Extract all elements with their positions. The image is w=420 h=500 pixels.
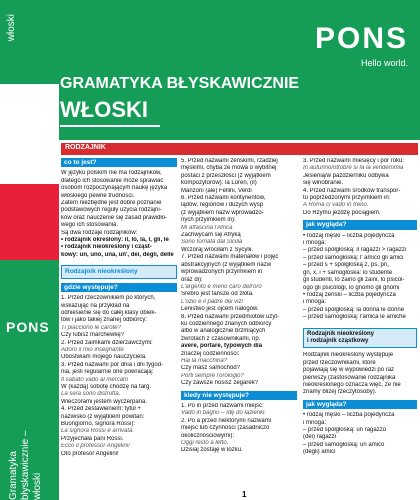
text-line: nazwisko (z wyjątkiem powitań: [61,413,145,420]
text-line: • rodzajnik nieokreślony i cząst- [61,244,152,251]
text-line: 1. Po in przed nazwami miejsc: [181,403,264,409]
section-header [61,143,418,155]
text-line: – przed s + spółgłoską z, ps, pn, [303,262,389,269]
title-underline [60,125,160,127]
text-line: zwrotach z czasownikami, np. [181,335,261,342]
example-line: Il sabato vado al mercato [61,376,129,383]
example-line: L'argento è meno caro dell'oro [181,283,262,290]
spine-title-line1: Gramatyka [8,451,19,500]
text-line: Manzoni (ale) Fellini, Verdi [181,187,252,194]
text-line: oraz di): [181,276,203,283]
text-line: • rodzaj żeński – liczba pojedyncza [303,291,396,298]
text-line: pojawiają się w wypowiedzi po raz [303,367,395,374]
text-line: – przed samogłoską: l' amico gli amici [303,254,404,261]
text-line: i mnoga: [303,240,327,247]
text-line: Czy zawsze nosisz zegarek? [181,380,259,387]
text-line: (degli) amici [303,449,336,456]
text-line: 2. Przed zaimkami dzierżawczymi: [61,339,153,346]
text-line: Zachwycam się Afryką [181,232,241,239]
example-line: A Roma ci vado in treno. [303,202,369,209]
text-line: okolicznościowymi): [181,432,235,439]
text-line: 2. Po a przed niektórymi nazwami [181,417,272,424]
example-line: Porti sempre l'orologio? [181,372,244,379]
text-line: W języku polskim nie ma rodzajników, [61,170,162,177]
spine-language: włoski [6,14,17,42]
text-line: Przyjechała pani Rossi. [61,435,124,442]
text-line: Rodzajnik nieokreślony występuje [303,352,394,359]
question-heading: jak wygląda? [303,400,417,409]
text-line: – przed samogłoską: un amico [303,441,385,448]
text-line: Są dwa rodzaje rodzajników: [61,229,138,236]
text-line: 6. Przed nazwami kontynentów, [181,195,266,202]
book-title: GRAMATYKA BŁYSKAWICZNIE [60,75,300,92]
text-line: i mnoga: [303,299,327,306]
text-line: włoskiego pewne trudności. [61,192,135,199]
question-heading: jak wygląda? [303,220,417,229]
text-line: ków oraz nauczenie się zasad prawidło- [61,214,168,221]
text-line: tu poprzedzonymi przyimkiem in: [303,195,391,202]
text-line: 3. Przed nazwami miesięcy i pór roku: [303,158,405,164]
text-line: miejsc lub czynności (zasadniczo [181,425,270,432]
text-line: Buongiorno, signora Rossi): [61,421,136,427]
example-line: Ti piacciono le carote? [61,324,121,331]
text-line: Oto profesor Angelini! [61,450,119,457]
example-line: La sera sono distrutta. [61,391,121,398]
text-line: nieokreślonego oznacza więc, że nie [303,381,401,388]
text-line: Ubóstwiam mojego nauczyciela. [61,354,147,361]
text-line: kowy: un, uno, una, un', dei, degli, delle [61,251,174,258]
book-subtitle: WŁOSKI [60,97,148,122]
column-3 [303,158,417,457]
text-line: wskazując na przykład na [61,302,130,309]
question-heading: gdzie występuje? [61,283,177,292]
text-line: i mnoga: [303,419,327,426]
spine-title-line2: błyskawicznie – włoski [20,430,43,500]
text-line: lądów, regionów i dużych wysp [181,202,264,209]
text-line: Srebro jest tańsze od złota. [181,291,254,298]
text-line: Jesienią/w październiku odbywa [303,172,389,179]
text-line: podstawowych reguły użycia rodzajni- [61,207,162,214]
text-line: gn, x, i + samogłoska: lo studente [303,269,393,276]
text-line: 5. Przed nazwami żeńskimi, rzadziej [181,158,278,164]
text-line: Czy masz samochód? [181,365,241,372]
example-line: Hai la macchina? [181,357,228,364]
text-line: W (każdą) sobotę chodzę na targ. [61,383,152,390]
text-line: wprowadzonych przyimkiem in [181,269,263,276]
text-line: – przed samogłoską: l'amica le amiche [303,314,406,321]
text-line: Dzisiaj zostaję w łóżku. [181,447,243,454]
text-line: Czy lubisz marchewkę? [61,332,125,339]
text-line: – przed spółgłoską: un ragazzo [303,427,387,433]
text-line: 4. Przed nazwami środków transpor- [303,187,401,194]
text-line: osobom rozpoczynającym naukę języka [61,185,168,192]
text-line: avere, portare, typowych dla [181,343,263,350]
text-line: kompozytorów): la Loren, (il) [181,180,257,187]
text-line: nych przyimkiem in): [181,217,236,224]
spine-brand: PONS [6,319,50,335]
info-box [61,265,177,278]
example-line: Sono tornata dal Sicilia [181,239,243,246]
text-line: 8. Przed nazwami przedmiotów użyt- [181,313,280,320]
text-line: 3. Przed nazwami pór dnia i dni tygod- [61,361,164,368]
text-line: 1. Przed rzeczownikiem po których, [61,295,156,302]
pons-logo: PONS [314,22,408,55]
text-line: Do Rzymu jeżdżę pociągiem. [303,209,381,216]
box-title: Rodzajnik nieokreślony [65,268,138,276]
text-line: • rodzajnik określony: il, lo, la, l, gli, le [61,237,169,244]
question-heading: co to jest? [61,158,177,167]
info-box [303,328,417,349]
text-line: Wczoraj wróciłam z Sycylii. [181,246,254,253]
text-line: się winobranie. [303,180,344,187]
box-title: Rodzajnik nieokreślony [307,330,375,337]
text-line: Wieczorami jestem wyczerpana. [61,398,148,405]
column-2 [181,158,297,455]
text-line: 4. Przed zestawieniem: tytuł + [61,406,141,413]
text-line: – przed spółgłoską: il ragazzi > ragazzi [303,247,407,254]
example-line: Ecco il professor Angelini! [61,443,130,450]
logo-tagline: Hello world. [360,58,408,68]
text-line: (dei) ragazzi [303,434,337,441]
text-line: gli studenti, lo zaino gli zaini, lo psicol- [303,277,405,284]
text-line: męskimi, chyba że mowa o wybitnej [181,165,277,172]
flag-white-stripe [0,84,59,184]
text-line: odniesienie się do całej klasy obiek- [61,309,157,316]
text-line: abstrakcyjnych (z wyjątkiem nazw [181,261,272,268]
page-number: 1 [242,490,247,499]
example-line: In autunno/ottobre si fa la vendemmia [303,165,404,172]
example-line: Vado in bagno – Idę do łazienki. [181,410,267,417]
content-sheet [59,140,420,500]
text-line: ku codziennego znanych odbiorcy [181,320,272,327]
example-line: Adoro il mio insegnante [61,346,124,353]
text-line: 7. Przed nazwami materiałów i pojęć [181,254,279,261]
column-1 [61,158,177,458]
text-line: postaci z przeszłości (z wyjątkiem [181,172,271,179]
text-line: Zatem niezbędne jest dobre poznanie [61,200,162,207]
text-line: znaczej codzienności: [181,350,240,357]
text-line: nia, jeśli regularnie one powracają: [61,369,154,376]
spine-title [8,410,44,500]
flag-red-stripe [0,184,59,260]
example-line: L'ozio è il padre dei vizi [181,298,243,305]
text-line: dlatego ich stosowanie może sprawiać [61,177,164,184]
text-line: (z wyjątkiem nazw wprowadzo- [181,209,264,216]
text-line: znamy bliżej rzeczytosoby). [303,389,377,396]
text-line: ogo gli psicologi, lo gnomo gli gnomi [303,284,400,291]
text-line: pierwszy (zastosowanie rodzajnika [303,374,396,381]
example-line: Oggi resto a letto. [181,440,229,447]
text-line: przed rzeczownikami, które [303,359,376,366]
box-subtitle: i rodzajnik cząstkowy [307,337,369,344]
text-line: albo w analogicznie brzmiących [181,328,266,335]
text-line: • rodzaj męski – liczba pojedyncza [303,232,395,239]
text-line: – przed spółgłoską: la donna le donne [303,306,405,313]
text-line: tów i jako takiej znanej odbiorcy: [61,317,148,324]
example-line: La signora Rossi è arrivata. [61,428,135,435]
question-heading: kiedy nie występuje? [181,391,297,400]
example-line: Mi affascina l'Africa [181,224,233,231]
section-title: RODZAJNIK [65,144,106,151]
text-line: Lenistwo jest ojcem nałogów. [181,306,259,313]
text-line: wego ich stosowania. [61,222,119,229]
text-line: • rodzaj męski – liczba pojedyncza [303,412,395,419]
